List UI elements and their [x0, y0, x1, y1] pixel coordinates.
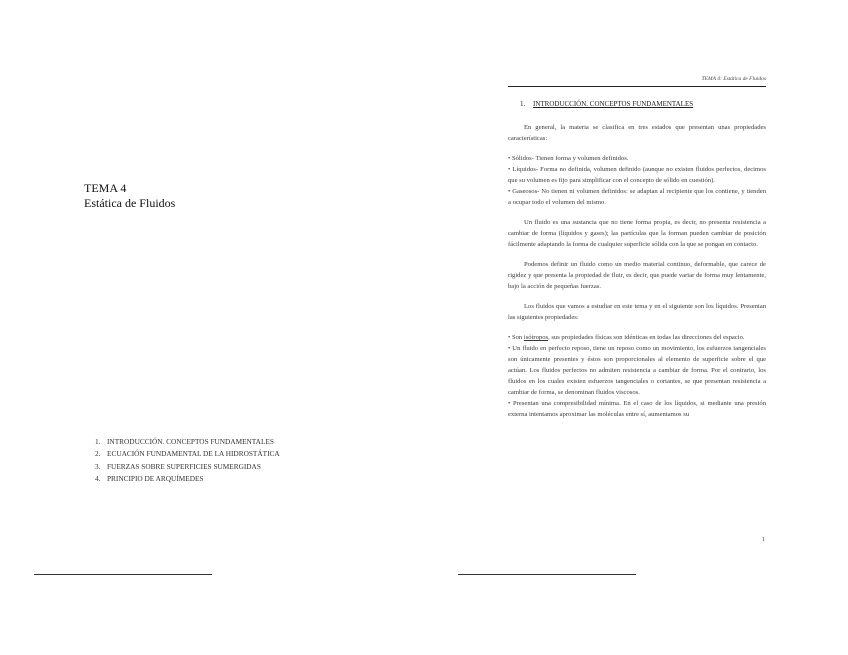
toc-item-number: 4. — [95, 473, 101, 483]
section-number: 1. — [520, 100, 526, 108]
chapter-number: TEMA 4 — [84, 181, 127, 195]
right-page — [424, 0, 848, 655]
list-item — [508, 343, 766, 398]
footer-rule — [34, 574, 212, 575]
toc-item-number: 2. — [95, 449, 101, 459]
body-text — [508, 122, 766, 429]
toc-item-label: FUERZAS SOBRE SUPERFICIES SUMERGIDAS — [107, 461, 261, 471]
list-item-prefix: • Son — [508, 334, 524, 341]
list-item — [508, 398, 766, 420]
list-item-text: • Presentan una compresibilidad mínima. En el caso de los líquidos, si mediante una presión externa intentamos aproximar las moléculas entre sí, aumentamos su — [508, 400, 766, 418]
section-title: INTRODUCCIÓN. CONCEPTOS FUNDAMENTALES — [533, 100, 694, 108]
toc-item-label: INTRODUCCIÓN. CONCEPTOS FUNDAMENTALES — [107, 437, 274, 446]
footer-rule — [458, 574, 636, 575]
page-number: 1 — [762, 537, 765, 543]
toc-item — [95, 473, 280, 485]
toc-item-label: PRINCIPIO DE ARQUÍMEDES — [107, 473, 204, 483]
header-rule — [508, 86, 766, 87]
list-item: • Sólidos- Tienen forma y volumen definidos. — [508, 155, 629, 162]
deformable-paragraph: Podemos definir un fluido como un medio material continuo, deformable, que carece de rigidez y que presenta la propiedad de fluir, es decir, que puede variar de forma muy lentamente, bajo la acción de pequeñas fuerzas. — [508, 261, 766, 290]
list-item-text: • Un fluido en perfecto reposo, tiene un reposo como un movimiento, los esfuerzos tangenciales son únicamente presentes y éstos son proporcionales al elemento de superficie sobre el que actúan. Los fluidos perfectos no admiten resistencia a cambiar de forma. Por el contrario, los fluidos en los cuales existen esfuerzos tangenciales o cortantes, se que presentan resistencia a cambiar de forma, se denominan fluidos viscosos. — [508, 345, 766, 396]
list-item: • Líquidos- Forma no definida, volumen definido (aunque no existen fluidos perfectos, decimos que su volumen es fijo para simplificar con el concepto de sólido en cuestión). — [508, 166, 766, 184]
section-heading — [520, 100, 693, 108]
toc-item — [95, 448, 280, 460]
properties-list — [508, 332, 766, 420]
toc-item-label: ECUACIÓN FUNDAMENTAL DE LA HIDROSTÁTICA — [107, 449, 280, 459]
chapter-title — [84, 181, 175, 211]
toc-item — [95, 436, 280, 448]
chapter-name: Estática de Fluidos — [84, 196, 176, 210]
toc-item-number: 3. — [95, 461, 101, 471]
states-list — [508, 153, 766, 208]
list-item-underlined: isótropos — [523, 334, 549, 341]
toc-item — [95, 461, 280, 473]
intro-paragraph: En general, la materia se clasifica en tres estados que presentan unas propiedades características: — [508, 124, 766, 142]
table-of-contents — [95, 436, 280, 485]
list-item — [508, 332, 766, 343]
list-item: • Gaseosos- No tienen ni volumen definidos: se adaptan al recipiente que los contiene, y tienden a ocupar todo el volumen del mismo. — [508, 188, 766, 206]
toc-item-number: 1. — [95, 437, 101, 446]
list-item-text: , sus propiedades físicas son idénticas en todas las direcciones del espacio. — [548, 334, 745, 341]
properties-intro-paragraph: Los fluidos que vamos a estudiar en este tema y en el siguiente son los líquidos. Presentan las siguientes propiedades: — [508, 303, 766, 321]
fluid-definition-paragraph: Un fluido es una sustancia que no tiene forma propia, es decir, no presenta resistencia a cambiar de forma (líquidos y gases); las partículas que la forman pueden cambiar de posición fácilmente adaptando la forma de cualquier superficie sólida con la que se pongan en contacto. — [508, 219, 766, 248]
running-header: TEMA 4: Estática de Fluidos — [701, 76, 766, 82]
